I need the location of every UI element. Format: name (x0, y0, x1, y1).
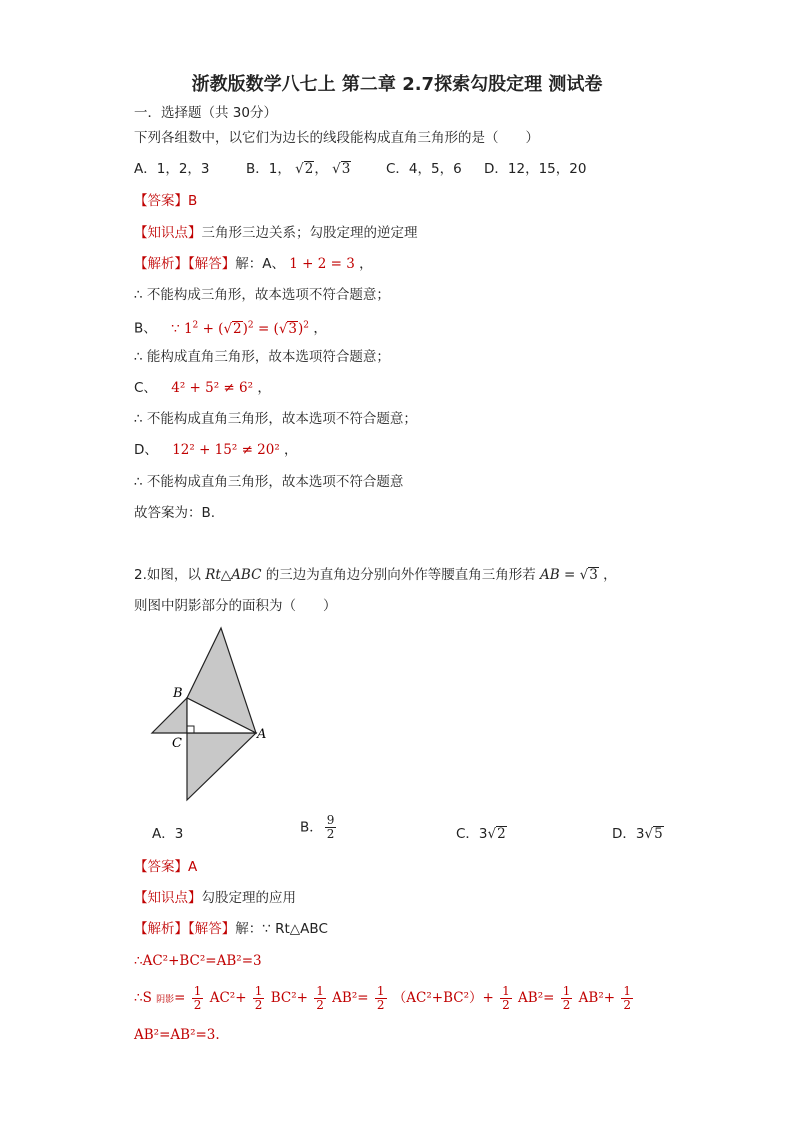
q1-conclusion-b: ∴ 能构成直角三角形，故本选项符合题意； (134, 349, 390, 365)
q1-option-d: D．12，15，20 (484, 161, 587, 177)
q2-option-c-label: C．3 (456, 826, 488, 842)
q1-sol-label: 【解析】【解答】 (134, 256, 236, 272)
q2-option-d: D．3√5 (612, 826, 663, 842)
q2-kp-text: 勾股定理的应用 (201, 890, 296, 906)
q2-stem-line2: 则图中阴影部分的面积为（ ） (134, 598, 337, 614)
q1-conclusion-c: ∴ 不能构成直角三角形，故本选项不符合题意； (134, 411, 417, 427)
q1-kp-label: 【知识点】 (134, 225, 202, 241)
q1-option-b-radicand1: 2 (304, 161, 314, 177)
q1-option-c: C．4，5，6 (386, 161, 462, 177)
q1-conclusion-d: ∴ 不能构成直角三角形，故本选项不符合题意 (134, 474, 404, 490)
q1-solution-b: B、 ∵ $1^2 + (√2)^2 = (√3)^2$ ， (134, 320, 327, 337)
q1-answer-label: 【答案】 (134, 193, 188, 209)
q2-kp-label: 【知识点】 (134, 890, 202, 906)
q1-eq-a: 1 + 2 = 3 (289, 256, 355, 272)
q1-label-b: B、 (134, 320, 157, 337)
q1-option-b-label: B．1， (246, 161, 291, 177)
q2-stem-radicand: 3 (589, 567, 598, 583)
q1-option-b: B．1， √2， √3 (246, 161, 351, 177)
q2-stem-line1: 2.如图，以 Rt△ABC 的三边为直角边分别向外作等腰直角三角形若 AB = √3 ， (134, 567, 617, 583)
q1-kp-text: 三角形三边关系；勾股定理的逆定理 (201, 225, 418, 241)
q1-label-c: C、 (134, 380, 157, 396)
q2-solution-line2: ∴S 阴影= $\frac{1}{2}$ AC²+ $\frac{1}{2}$ BC²+ $\frac{1}{2}$ AB²= $\frac{1}{2}$ （AC²+BC²）+ $\frac{1}{2}$ AB²= $\frac{1}{2}$ AB²+ $\frac{1}{2}$ (134, 984, 632, 1012)
q1-sol-intro: 解：A、 (235, 256, 285, 272)
q2-sol-label: 【解析】【解答】 (134, 921, 236, 937)
q2-stem-a: 2.如图，以 (134, 567, 201, 583)
q1-eq-d: 12² + 15² ≠ 20² (172, 442, 280, 458)
q2-option-d-label: D．3 (612, 826, 645, 842)
label-b: B (173, 686, 183, 701)
q2-solution-line1: ∴AC²+BC²=AB²=3 (134, 953, 262, 969)
q1-eq-b: ∵ $1^2 + (√2)^2 = (√3)^2$ (171, 320, 310, 337)
q1-eq-c: 4² + 5² ≠ 6² (171, 380, 254, 396)
q2-option-b (300, 814, 338, 841)
shaded-triangle-ca (187, 733, 256, 800)
q2-sol-intro: 解：∵ Rt△ABC (235, 921, 328, 937)
q1-final-answer: 故答案为：B. (134, 505, 216, 521)
q2-option-a: A．3 (152, 826, 184, 842)
q2-answer-value: A (188, 859, 198, 875)
label-a: A (257, 727, 267, 742)
q1-option-a: A．1，2，3 (134, 161, 210, 177)
shaded-triangle-bc (152, 698, 187, 733)
section-heading: 一．选择题（共 30分） (134, 105, 277, 121)
q1-label-d: D、 (134, 442, 158, 458)
q2-solution-intro (134, 920, 328, 938)
q2-figure (140, 620, 290, 810)
q2-knowledge-point (134, 889, 296, 907)
q2-stem-ab: AB = (540, 567, 580, 583)
q2-option-b-num: 9 (326, 813, 335, 827)
q2-option-c-radicand: 2 (497, 826, 506, 842)
q1-knowledge-point (134, 224, 418, 242)
q2-option-d-radicand: 5 (654, 826, 663, 842)
q2-option-b-den: 2 (326, 827, 335, 841)
q1-solution-a: 【解析】【解答】解：A、 1 + 2 = 3 ， (134, 256, 373, 272)
q1-solution-d: D、 12² + 15² ≠ 20² ， (134, 442, 298, 458)
q1-option-b-radicand2: 3 (341, 161, 351, 177)
label-c: C (172, 736, 182, 751)
q2-option-b-label: B． (300, 819, 323, 836)
q1-solution-c: C、 4² + 5² ≠ 6² ， (134, 380, 271, 396)
q2-answer (134, 858, 197, 876)
q2-stem-b: 的三边为直角边分别向外作等腰直角三角形若 (265, 567, 536, 583)
q1-stem: 下列各组数中，以它们为边长的线段能构成直角三角形的是（ ） (134, 130, 539, 146)
q1-answer (134, 192, 197, 210)
q1-conclusion-a: ∴ 不能构成三角形，故本选项不符合题意； (134, 287, 390, 303)
q1-answer-value: B (188, 193, 198, 209)
q2-solution-line3: AB²=AB²=3. (134, 1027, 220, 1043)
q2-answer-label: 【答案】 (134, 859, 188, 875)
q2-stem-triangle: Rt△ABC (205, 567, 262, 583)
q2-option-c: C．3√2 (456, 826, 506, 842)
page-title: 浙教版数学八七上 第二章 2.7探索勾股定理 测试卷 (191, 74, 603, 95)
